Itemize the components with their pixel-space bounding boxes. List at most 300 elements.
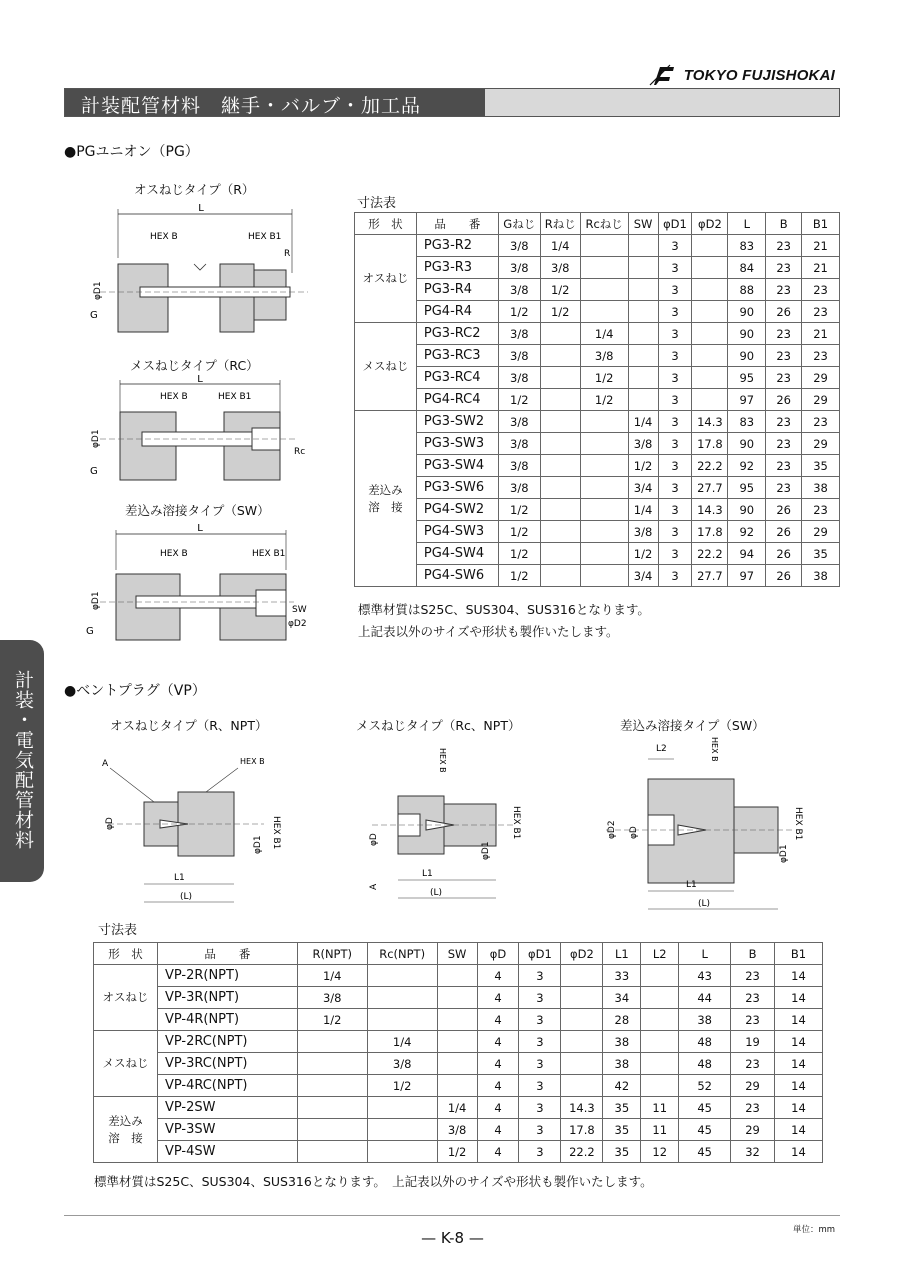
value-cell: 1/2 bbox=[498, 521, 540, 543]
value-cell bbox=[561, 965, 603, 987]
pg-union-rc-drawing bbox=[80, 372, 330, 487]
value-cell: 3 bbox=[519, 1031, 561, 1053]
pg-diagram-label-sw: 差込み溶接タイプ（SW） bbox=[125, 503, 270, 518]
pg-section-title: ●PGユニオン（PG） bbox=[64, 144, 199, 160]
vp-diagram-label-rc: メスねじタイプ（Rc、NPT） bbox=[356, 718, 521, 733]
column-header: B bbox=[766, 213, 802, 235]
shape-cell: 差込み 溶 接 bbox=[94, 1097, 158, 1163]
value-cell: 3 bbox=[658, 389, 692, 411]
value-cell: 3 bbox=[658, 455, 692, 477]
page-number: — K-8 — bbox=[421, 1229, 484, 1247]
value-cell: 3/4 bbox=[628, 477, 658, 499]
label-L1: L1 bbox=[174, 873, 185, 883]
value-cell: 1/2 bbox=[498, 543, 540, 565]
value-cell: 29 bbox=[802, 367, 840, 389]
table-row bbox=[94, 1075, 823, 1097]
label-paren-L: (L) bbox=[430, 888, 443, 898]
value-cell bbox=[641, 965, 679, 987]
value-cell bbox=[297, 1031, 367, 1053]
value-cell: 3/8 bbox=[498, 411, 540, 433]
value-cell: 23 bbox=[766, 235, 802, 257]
value-cell: 1/2 bbox=[297, 1009, 367, 1031]
value-cell bbox=[641, 1053, 679, 1075]
label-hexb1: HEX B1 bbox=[793, 807, 803, 841]
value-cell: 1/2 bbox=[367, 1075, 437, 1097]
value-cell: 26 bbox=[766, 565, 802, 587]
value-cell: 29 bbox=[802, 389, 840, 411]
value-cell: 3 bbox=[519, 1141, 561, 1163]
value-cell: 4 bbox=[477, 1031, 519, 1053]
label-G: G bbox=[86, 626, 94, 637]
value-cell bbox=[561, 1075, 603, 1097]
column-header: 品 番 bbox=[157, 943, 297, 965]
value-cell bbox=[437, 1009, 477, 1031]
vp-diagram-label-sw: 差込み溶接タイプ（SW） bbox=[620, 718, 765, 733]
part-number-cell: VP-4R(NPT) bbox=[157, 1009, 297, 1031]
value-cell: 3/8 bbox=[628, 521, 658, 543]
value-cell: 23 bbox=[766, 455, 802, 477]
table-row bbox=[94, 1097, 823, 1119]
label-G: G bbox=[90, 466, 98, 477]
shape-cell: 差込み 溶 接 bbox=[355, 411, 417, 587]
value-cell bbox=[540, 499, 580, 521]
label-phiD2: φD2 bbox=[288, 619, 307, 629]
value-cell bbox=[367, 1097, 437, 1119]
vent-plug-rc-drawing bbox=[356, 742, 556, 912]
value-cell: 23 bbox=[766, 477, 802, 499]
table-row bbox=[94, 1053, 823, 1075]
value-cell: 35 bbox=[802, 543, 840, 565]
value-cell bbox=[297, 1119, 367, 1141]
value-cell bbox=[367, 1141, 437, 1163]
value-cell: 29 bbox=[731, 1075, 775, 1097]
part-number-cell: VP-2SW bbox=[157, 1097, 297, 1119]
label-L1: L1 bbox=[686, 880, 697, 890]
value-cell: 14.3 bbox=[692, 499, 728, 521]
label-paren-L: (L) bbox=[698, 899, 711, 909]
value-cell: 11 bbox=[641, 1097, 679, 1119]
label-G: G bbox=[90, 310, 98, 321]
value-cell: 3 bbox=[658, 543, 692, 565]
table-row bbox=[355, 367, 840, 389]
label-hexb1: HEX B1 bbox=[271, 816, 281, 850]
table-row bbox=[94, 1009, 823, 1031]
value-cell: 3 bbox=[658, 235, 692, 257]
value-cell: 3 bbox=[658, 323, 692, 345]
value-cell: 90 bbox=[728, 301, 766, 323]
value-cell: 26 bbox=[766, 521, 802, 543]
shape-cell: メスねじ bbox=[94, 1031, 158, 1097]
vp-section-title: ●ベントプラグ（VP） bbox=[64, 683, 206, 699]
side-tab-label: 計装・電気配管材料 bbox=[12, 670, 34, 850]
part-number-cell: VP-4SW bbox=[157, 1141, 297, 1163]
value-cell: 1/2 bbox=[628, 543, 658, 565]
value-cell: 92 bbox=[728, 521, 766, 543]
part-number-cell: PG3-R2 bbox=[416, 235, 498, 257]
label-L2: L2 bbox=[656, 744, 667, 754]
column-header: φD bbox=[477, 943, 519, 965]
part-number-cell: VP-3R(NPT) bbox=[157, 987, 297, 1009]
pg-dimension-table bbox=[354, 212, 840, 587]
vp-table-header bbox=[94, 943, 823, 965]
table-row bbox=[355, 565, 840, 587]
value-cell: 3/8 bbox=[297, 987, 367, 1009]
column-header: Rc(NPT) bbox=[367, 943, 437, 965]
value-cell bbox=[540, 389, 580, 411]
value-cell bbox=[692, 345, 728, 367]
value-cell: 4 bbox=[477, 1119, 519, 1141]
label-hexb1: HEX B1 bbox=[218, 392, 252, 402]
value-cell bbox=[628, 323, 658, 345]
value-cell: 23 bbox=[731, 965, 775, 987]
logo-text: TOKYO FUJISHOKAI bbox=[683, 66, 835, 84]
value-cell: 1/2 bbox=[498, 389, 540, 411]
value-cell: 83 bbox=[728, 235, 766, 257]
value-cell: 1/4 bbox=[628, 499, 658, 521]
value-cell bbox=[540, 565, 580, 587]
label-SW: SW bbox=[292, 605, 307, 615]
column-header: Rcねじ bbox=[580, 213, 628, 235]
value-cell bbox=[561, 987, 603, 1009]
label-hexb: HEX B bbox=[240, 757, 265, 766]
part-number-cell: VP-3RC(NPT) bbox=[157, 1053, 297, 1075]
vent-plug-sw-drawing bbox=[598, 735, 818, 920]
value-cell: 1/4 bbox=[297, 965, 367, 987]
label-phiD: φD bbox=[369, 833, 379, 846]
part-number-cell: PG4-SW2 bbox=[416, 499, 498, 521]
value-cell: 3/8 bbox=[628, 433, 658, 455]
vent-plug-r-drawing bbox=[88, 742, 308, 912]
column-header: SW bbox=[628, 213, 658, 235]
value-cell: 3 bbox=[658, 367, 692, 389]
value-cell: 45 bbox=[679, 1141, 731, 1163]
value-cell: 35 bbox=[603, 1141, 641, 1163]
value-cell: 33 bbox=[603, 965, 641, 987]
table-row bbox=[355, 455, 840, 477]
table-row bbox=[355, 477, 840, 499]
value-cell: 23 bbox=[802, 499, 840, 521]
value-cell bbox=[580, 257, 628, 279]
pg-table-caption: 寸法表 bbox=[357, 196, 397, 211]
value-cell bbox=[692, 367, 728, 389]
value-cell: 23 bbox=[766, 257, 802, 279]
value-cell: 95 bbox=[728, 367, 766, 389]
value-cell: 44 bbox=[679, 987, 731, 1009]
value-cell bbox=[367, 1009, 437, 1031]
table-row bbox=[355, 499, 840, 521]
column-header: Rねじ bbox=[540, 213, 580, 235]
value-cell: 38 bbox=[603, 1053, 641, 1075]
value-cell bbox=[540, 433, 580, 455]
value-cell bbox=[692, 323, 728, 345]
value-cell: 14 bbox=[775, 1031, 823, 1053]
value-cell: 3 bbox=[658, 565, 692, 587]
value-cell: 23 bbox=[766, 323, 802, 345]
value-cell bbox=[628, 389, 658, 411]
value-cell: 3/8 bbox=[498, 477, 540, 499]
value-cell: 3 bbox=[658, 411, 692, 433]
value-cell: 23 bbox=[802, 279, 840, 301]
value-cell: 42 bbox=[603, 1075, 641, 1097]
value-cell: 1/4 bbox=[540, 235, 580, 257]
value-cell: 14 bbox=[775, 1053, 823, 1075]
value-cell: 4 bbox=[477, 1097, 519, 1119]
value-cell: 28 bbox=[603, 1009, 641, 1031]
label-phiD1: φD1 bbox=[253, 835, 263, 854]
value-cell: 52 bbox=[679, 1075, 731, 1097]
value-cell: 29 bbox=[802, 433, 840, 455]
value-cell bbox=[580, 433, 628, 455]
value-cell bbox=[641, 1075, 679, 1097]
footer-rule bbox=[64, 1215, 840, 1216]
part-number-cell: VP-4RC(NPT) bbox=[157, 1075, 297, 1097]
value-cell: 19 bbox=[731, 1031, 775, 1053]
value-cell: 3 bbox=[658, 433, 692, 455]
value-cell: 90 bbox=[728, 499, 766, 521]
column-header: L1 bbox=[603, 943, 641, 965]
value-cell: 14 bbox=[775, 1141, 823, 1163]
value-cell bbox=[580, 411, 628, 433]
value-cell bbox=[692, 235, 728, 257]
value-cell: 3/8 bbox=[580, 345, 628, 367]
value-cell bbox=[561, 1009, 603, 1031]
value-cell bbox=[437, 1075, 477, 1097]
value-cell: 94 bbox=[728, 543, 766, 565]
value-cell bbox=[580, 565, 628, 587]
label-Rc: Rc bbox=[294, 447, 306, 457]
value-cell: 1/4 bbox=[437, 1097, 477, 1119]
part-number-cell: PG4-RC4 bbox=[416, 389, 498, 411]
part-number-cell: PG3-SW6 bbox=[416, 477, 498, 499]
value-cell: 3 bbox=[658, 345, 692, 367]
value-cell: 97 bbox=[728, 565, 766, 587]
value-cell bbox=[580, 235, 628, 257]
value-cell bbox=[297, 1141, 367, 1163]
value-cell bbox=[692, 301, 728, 323]
value-cell bbox=[692, 389, 728, 411]
label-A: A bbox=[102, 759, 109, 769]
part-number-cell: PG3-R4 bbox=[416, 279, 498, 301]
column-header: 形 状 bbox=[355, 213, 417, 235]
value-cell: 38 bbox=[802, 477, 840, 499]
value-cell: 38 bbox=[679, 1009, 731, 1031]
label-hexb1: HEX B1 bbox=[248, 232, 282, 242]
value-cell: 14 bbox=[775, 1119, 823, 1141]
column-header: L bbox=[679, 943, 731, 965]
part-number-cell: PG3-RC3 bbox=[416, 345, 498, 367]
value-cell: 3/8 bbox=[540, 257, 580, 279]
label-paren-L: (L) bbox=[180, 892, 193, 902]
table-row bbox=[355, 389, 840, 411]
table-row bbox=[355, 345, 840, 367]
column-header: 形 状 bbox=[94, 943, 158, 965]
value-cell: 3/8 bbox=[498, 257, 540, 279]
value-cell bbox=[580, 301, 628, 323]
value-cell: 23 bbox=[731, 987, 775, 1009]
column-header: φD1 bbox=[658, 213, 692, 235]
label-phiD2: φD2 bbox=[607, 820, 617, 839]
shape-cell: オスねじ bbox=[94, 965, 158, 1031]
value-cell: 3/8 bbox=[498, 235, 540, 257]
value-cell: 1/4 bbox=[580, 323, 628, 345]
label-phiD: φD bbox=[629, 826, 639, 839]
value-cell: 17.8 bbox=[692, 433, 728, 455]
label-hexb: HEX B bbox=[160, 549, 188, 559]
value-cell bbox=[437, 1031, 477, 1053]
value-cell: 35 bbox=[603, 1097, 641, 1119]
value-cell: 3 bbox=[658, 477, 692, 499]
value-cell bbox=[561, 1031, 603, 1053]
part-number-cell: PG3-R3 bbox=[416, 257, 498, 279]
value-cell: 21 bbox=[802, 257, 840, 279]
column-header: SW bbox=[437, 943, 477, 965]
value-cell: 92 bbox=[728, 455, 766, 477]
table-row bbox=[355, 521, 840, 543]
column-header: B1 bbox=[802, 213, 840, 235]
value-cell: 23 bbox=[802, 411, 840, 433]
column-header: B bbox=[731, 943, 775, 965]
label-hexb1: HEX B1 bbox=[252, 549, 286, 559]
value-cell: 26 bbox=[766, 499, 802, 521]
value-cell: 48 bbox=[679, 1031, 731, 1053]
pg-union-r-drawing bbox=[80, 198, 330, 343]
label-A: A bbox=[369, 883, 379, 890]
banner-title: 計装配管材料 継手・バルブ・加工品 bbox=[81, 95, 422, 117]
value-cell bbox=[540, 521, 580, 543]
value-cell: 21 bbox=[802, 235, 840, 257]
value-cell bbox=[628, 235, 658, 257]
value-cell: 14.3 bbox=[561, 1097, 603, 1119]
value-cell: 1/4 bbox=[628, 411, 658, 433]
value-cell: 3/8 bbox=[498, 323, 540, 345]
value-cell bbox=[367, 1119, 437, 1141]
value-cell: 3/8 bbox=[367, 1053, 437, 1075]
value-cell: 3 bbox=[519, 1075, 561, 1097]
value-cell bbox=[437, 987, 477, 1009]
value-cell: 4 bbox=[477, 965, 519, 987]
value-cell: 1/2 bbox=[540, 301, 580, 323]
value-cell bbox=[580, 499, 628, 521]
value-cell: 1/4 bbox=[367, 1031, 437, 1053]
pg-diagram-label-r: オスねじタイプ（R） bbox=[134, 182, 255, 197]
value-cell: 23 bbox=[731, 1097, 775, 1119]
column-header: B1 bbox=[775, 943, 823, 965]
dim-L: L bbox=[197, 523, 203, 534]
table-row bbox=[355, 433, 840, 455]
value-cell: 22.2 bbox=[692, 543, 728, 565]
part-number-cell: PG4-SW3 bbox=[416, 521, 498, 543]
value-cell: 3 bbox=[519, 1119, 561, 1141]
table-row bbox=[94, 1141, 823, 1163]
label-phiD1: φD1 bbox=[481, 841, 491, 860]
value-cell: 17.8 bbox=[561, 1119, 603, 1141]
part-number-cell: VP-2RC(NPT) bbox=[157, 1031, 297, 1053]
value-cell bbox=[628, 367, 658, 389]
value-cell: 88 bbox=[728, 279, 766, 301]
value-cell: 23 bbox=[731, 1009, 775, 1031]
value-cell: 23 bbox=[802, 301, 840, 323]
value-cell bbox=[297, 1097, 367, 1119]
value-cell: 3 bbox=[658, 301, 692, 323]
vp-table-caption: 寸法表 bbox=[98, 923, 138, 938]
value-cell: 95 bbox=[728, 477, 766, 499]
value-cell bbox=[628, 345, 658, 367]
value-cell: 1/2 bbox=[628, 455, 658, 477]
value-cell: 34 bbox=[603, 987, 641, 1009]
shape-cell: メスねじ bbox=[355, 323, 417, 411]
label-hexb1: HEX B1 bbox=[511, 806, 521, 840]
value-cell: 23 bbox=[766, 433, 802, 455]
column-header: φD2 bbox=[692, 213, 728, 235]
value-cell: 4 bbox=[477, 1141, 519, 1163]
table-row bbox=[355, 257, 840, 279]
label-hexb: HEX B bbox=[710, 737, 719, 762]
value-cell: 43 bbox=[679, 965, 731, 987]
dim-L: L bbox=[198, 203, 204, 214]
value-cell: 12 bbox=[641, 1141, 679, 1163]
table-row bbox=[355, 235, 840, 257]
value-cell bbox=[540, 455, 580, 477]
pg-note-1: 標準材質はS25C、SUS304、SUS316となります。 bbox=[358, 602, 650, 617]
value-cell: 22.2 bbox=[692, 455, 728, 477]
value-cell bbox=[628, 301, 658, 323]
vp-note: 標準材質はS25C、SUS304、SUS316となります。 上記表以外のサイズや形状も製作いたします。 bbox=[94, 1174, 653, 1189]
value-cell bbox=[540, 477, 580, 499]
value-cell: 14 bbox=[775, 1097, 823, 1119]
label-hexb: HEX B bbox=[150, 232, 178, 242]
label-phiD: φD bbox=[105, 817, 115, 830]
value-cell: 90 bbox=[728, 323, 766, 345]
value-cell bbox=[367, 965, 437, 987]
value-cell bbox=[437, 965, 477, 987]
value-cell: 32 bbox=[731, 1141, 775, 1163]
value-cell bbox=[297, 1053, 367, 1075]
value-cell: 1/2 bbox=[498, 565, 540, 587]
value-cell: 3/8 bbox=[437, 1119, 477, 1141]
value-cell: 3/8 bbox=[498, 455, 540, 477]
value-cell bbox=[580, 543, 628, 565]
column-header: Gねじ bbox=[498, 213, 540, 235]
label-phiD1: φD1 bbox=[91, 591, 101, 610]
value-cell: 84 bbox=[728, 257, 766, 279]
value-cell: 97 bbox=[728, 389, 766, 411]
part-number-cell: PG3-SW3 bbox=[416, 433, 498, 455]
value-cell: 26 bbox=[766, 543, 802, 565]
value-cell: 23 bbox=[766, 345, 802, 367]
vp-dimension-table bbox=[93, 942, 823, 1163]
shape-cell: オスねじ bbox=[355, 235, 417, 323]
table-row bbox=[94, 987, 823, 1009]
value-cell: 3/8 bbox=[498, 433, 540, 455]
value-cell: 35 bbox=[603, 1119, 641, 1141]
label-L1: L1 bbox=[422, 869, 433, 879]
value-cell: 4 bbox=[477, 987, 519, 1009]
vp-diagram-label-r: オスねじタイプ（R、NPT） bbox=[110, 718, 268, 733]
value-cell: 3 bbox=[658, 279, 692, 301]
value-cell: 3 bbox=[658, 499, 692, 521]
value-cell: 11 bbox=[641, 1119, 679, 1141]
table-row bbox=[355, 411, 840, 433]
table-row bbox=[94, 965, 823, 987]
value-cell: 23 bbox=[766, 411, 802, 433]
value-cell: 23 bbox=[766, 279, 802, 301]
value-cell: 45 bbox=[679, 1097, 731, 1119]
value-cell: 1/2 bbox=[437, 1141, 477, 1163]
value-cell bbox=[540, 323, 580, 345]
value-cell: 45 bbox=[679, 1119, 731, 1141]
value-cell: 38 bbox=[802, 565, 840, 587]
value-cell: 14 bbox=[775, 1009, 823, 1031]
